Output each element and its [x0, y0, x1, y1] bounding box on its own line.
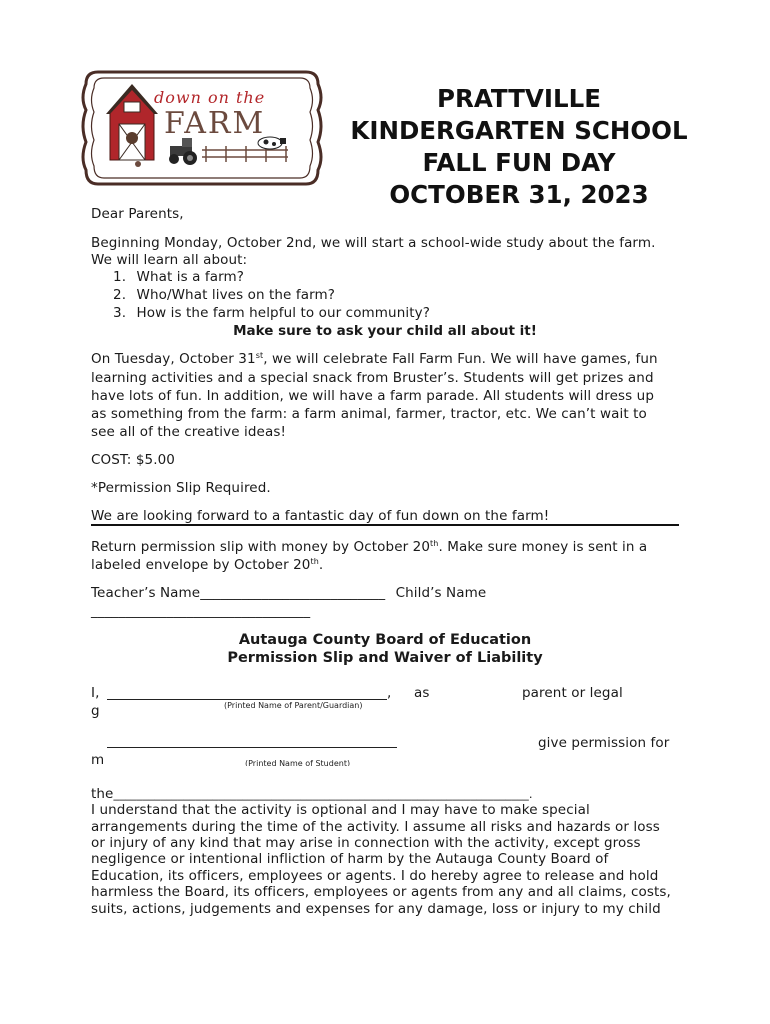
ask-child-note: Make sure to ask your child all about it!	[233, 323, 537, 339]
list-number: 2.	[113, 287, 127, 303]
paragraph-2-line-3: have lots of fun. In addition, we will have a farm parade. All students will dress up	[91, 388, 654, 404]
logo-main-text: FARM	[164, 106, 266, 141]
permission-required: *Permission Slip Required.	[91, 480, 271, 496]
parent-name-line[interactable]	[107, 699, 387, 700]
teacher-label: Teacher’s Name	[91, 585, 201, 601]
divider	[91, 524, 679, 526]
activity-blank[interactable]: _______________________________________________________________________.	[113, 787, 533, 801]
return-line-2	[91, 557, 323, 573]
teacher-name-field[interactable]	[91, 585, 486, 601]
paragraph-2-line-1	[91, 351, 658, 367]
waiver-line: negligence or intentional infliction of harm by the Autauga County Board of	[91, 851, 609, 867]
teacher-blank[interactable]: ___________________________	[200, 585, 386, 601]
cost-line: COST: $5.00	[91, 452, 175, 468]
title-event: FALL FUN DAY	[422, 148, 616, 177]
return-sup: th	[310, 557, 319, 566]
list-number: 1.	[113, 269, 127, 285]
m-letter	[91, 752, 104, 764]
return-sup: th	[430, 539, 439, 548]
waiver-line: I understand that the activity is optional and I may have to make special	[91, 802, 590, 818]
list-item	[113, 269, 244, 285]
return-text-b: . Make sure money is sent in a	[438, 539, 648, 555]
return-text-c: labeled envelope by October 20	[91, 557, 311, 573]
student-name-line[interactable]	[107, 747, 397, 748]
list-item	[113, 287, 335, 303]
logo-script-text: down on the	[154, 88, 266, 107]
return-line-1	[91, 539, 647, 555]
return-text-d: .	[318, 557, 324, 573]
slip-title-1: Autauga County Board of Education	[238, 632, 532, 648]
child-name-blank[interactable]: ________________________________	[91, 603, 311, 619]
g-letter: g	[91, 703, 100, 719]
paragraph-2-line-2: learning activities and a special snack from Bruster’s. Students will get prizes and	[91, 370, 654, 386]
paragraph-2-line-4: as something from the farm: a farm animal, farmer, tractor, etc. We can’t wait to	[91, 406, 647, 422]
title-date: OCTOBER 31, 2023	[389, 180, 649, 209]
paragraph-2-line-5: see all of the creative ideas!	[91, 424, 286, 440]
intro-line-2: We will learn all about:	[91, 252, 248, 268]
as-label: as	[414, 685, 430, 701]
the-label: the	[91, 786, 114, 802]
waiver-line: arrangements during the time of the activity. I assume all risks and hazards or loss	[91, 819, 660, 835]
student-caption-text: (Printed Name of Student)	[245, 759, 351, 766]
parent-caption: (Printed Name of Parent/Guardian)	[224, 701, 363, 710]
waiver-line: harmless the Board, its officers, employees or agents from any and all claims, costs,	[91, 884, 671, 900]
greeting: Dear Parents,	[91, 206, 184, 222]
child-label: Child’s Name	[395, 585, 487, 601]
p2-text-a: On Tuesday, October 31	[91, 351, 256, 367]
waiver-line: Education, its officers, employees or agents. I do hereby agree to release and hold	[91, 868, 659, 884]
list-text: What is a farm?	[136, 269, 245, 285]
waiver-line: or injury of any kind that may arise in connection with the activity, except gross	[91, 835, 641, 851]
parent-line-comma: ,	[387, 685, 392, 701]
the-line[interactable]	[91, 786, 533, 802]
closing-line: We are looking forward to a fantastic day of fun down on the farm!	[91, 508, 550, 524]
i-label: I,	[91, 685, 100, 701]
student-caption	[245, 759, 350, 766]
list-item	[113, 305, 430, 321]
slip-title-2: Permission Slip and Waiver of Liability	[227, 650, 543, 666]
waiver-line: suits, actions, judgements and expenses for any damage, loss or injury to my child	[91, 901, 661, 917]
title-school-name: KINDERGARTEN SCHOOL	[350, 116, 688, 145]
list-number: 3.	[113, 305, 127, 321]
intro-line-1: Beginning Monday, October 2nd, we will start a school-wide study about the farm.	[91, 235, 656, 251]
return-text-a: Return permission slip with money by October 20	[91, 539, 431, 555]
p2-sup: st	[255, 351, 264, 360]
m-letter-text: m	[91, 752, 105, 764]
farm-logo	[78, 58, 326, 194]
give-permission-label: give permission for	[538, 735, 670, 751]
list-text: How is the farm helpful to our community?	[136, 305, 430, 321]
parent-legal-label: parent or legal	[522, 685, 623, 701]
list-text: Who/What lives on the farm?	[136, 287, 336, 303]
title-school-city: PRATTVILLE	[437, 84, 601, 113]
p2-text-b: , we will celebrate Fall Farm Fun. We will have games, fun	[263, 351, 658, 367]
